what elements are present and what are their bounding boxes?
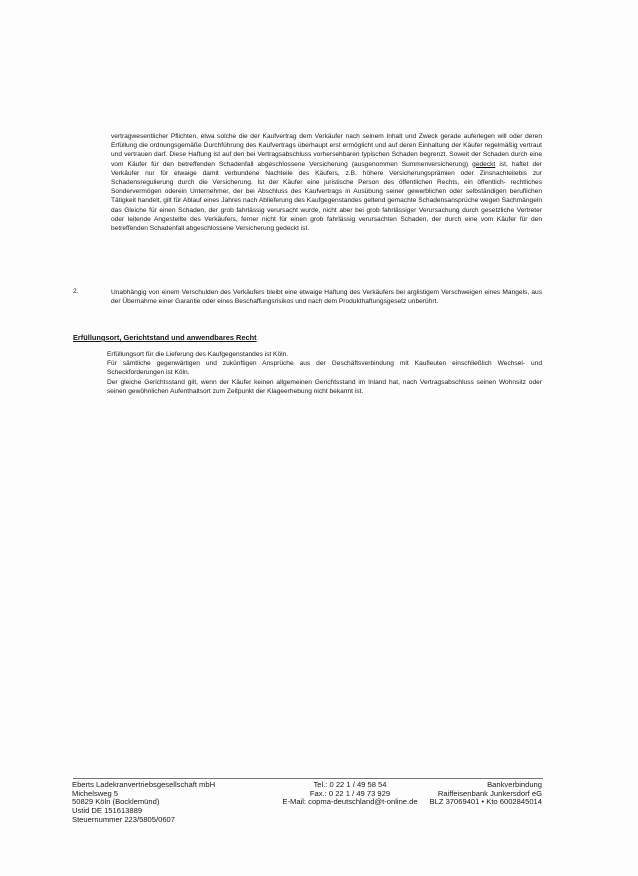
underlined-word: gedeckt	[472, 160, 496, 168]
phone: Tel.: 0 22 1 / 49 58 54	[313, 780, 387, 789]
fax: Fax.: 0 22 1 / 49 73 929	[309, 788, 391, 798]
company-tax-number: Steuernummer 223/5805/0607	[72, 814, 176, 824]
company-vat-id: Ustid DE 151613889	[72, 806, 143, 816]
item-2-paragraph: Unabhängig von einem Verschulden des Verkäufers bleibt eine etwaige Haftung des Verkäufers bei arglistigem Verschweigen eines Mangels, aus der Übernahme einer Garantie oder eines Beschaffungsrisikos und nach dem Produkthaftungsgesetz unberührt.	[111, 289, 542, 306]
bank-account: BLZ 37069401 • Kto 6002845014	[429, 797, 542, 807]
body-line: Der gleiche Gerichtsstand gilt, wenn der Käufer keinen allgemeinen Gerichtsstand im Inland hat, nach Vertragsabschluss seinen Wohnsitz oder seinen gewöhnlichen Aufenthaltsort zum Zeitpunkt der Klageerhebung nicht bekannt ist.	[107, 378, 542, 395]
footer-company	[72, 781, 262, 825]
place-of-performance-paragraph	[107, 350, 542, 396]
company-city: 50829 Köln (Bocklemünd)	[72, 797, 160, 807]
bank-name: Raiffeisenbank Junkersdorf eG	[437, 788, 542, 798]
footer-bank	[414, 781, 542, 807]
paragraph-text: ist, haftet der Verkäufer nur für etwaige damit verbundene Nachteile des Käufers, z.B. höhere Versicherungsprämien oder Zinsnachteilebis zur Schadensregulierung durch die Versicherung. Ist der Käufer eine juristische Person des öffentlichen Rechts, ein öffentlich- rechtliches Sondervermögen oderein Unternehmer, der bei Abschluss des Kaufvertrags in Ausübung seiner gewerblichen oder selbständigen beruflichen Tätigkeit handelt, gilt für Ablauf eines Jahres nach Ablieferung des Kaufgegenstandes geltend gemachte Schadensansprüche wegen Sachmängeln das Gleiche für einen Schaden, der grob fahrlässig verursacht wurde, nicht aber bei grob fahrlässiger Verursachung durch gesetzliche Vertreter oder leitende Angestellte des Verkäufers, ferner nicht für einen grob fahrlässig verursachten Schaden, der durch eine vom Käufer für den betreffenden Schadenfall abgeschlossene Versicherung gedeckt ist.	[111, 160, 542, 233]
footer-contact	[270, 781, 430, 807]
email-link[interactable]: E-Mail: copma-deutschland@t-online.de	[282, 797, 418, 807]
liability-paragraph-continued	[111, 132, 542, 233]
company-street: Michelsweg 5	[72, 788, 119, 798]
footer-divider	[73, 778, 543, 779]
body-line: Erfüllungsort für die Lieferung des Kaufgegenstandes ist Köln.	[107, 351, 289, 358]
paragraph-text: vertragwesentlicher Pflichten, etwa solche die der Kaufvertrag dem Verkäufer nach seinem Inhalt und Zweck gerade auferlegen will oder deren Erfüllung die ordnungsgemäße Durchführung des Kaufvertrags überhaupt erst ermöglicht und auf deren Einhaltung der Käufer regelmäßig vertraut und vertrauen darf. Diese Haftung ist auf den bei Vertragsabschluss vorhersehbaren typischen Schaden begrenzt. Soweit der Schaden durch eine vom Käufer für den betreffenden Schadenfall abgeschlossene Versicherung (ausgenommen Summenversicherung)	[111, 133, 542, 168]
body-line: Für sämtliche gegenwärtigen und zukünftigen Ansprüche aus der Geschäftsverbindung mit Kaufleuten einschließlich Wechsel- und Scheckforderungen ist Köln.	[107, 360, 542, 377]
company-name: Eberts Ladekranvertriebsgesellschaft mbH	[72, 780, 216, 789]
item-number: 2.	[73, 288, 79, 295]
bank-heading: Bankverbindung	[487, 780, 542, 789]
section-heading: Erfüllungsort, Gerichtstand und anwendbares Recht	[73, 333, 257, 342]
